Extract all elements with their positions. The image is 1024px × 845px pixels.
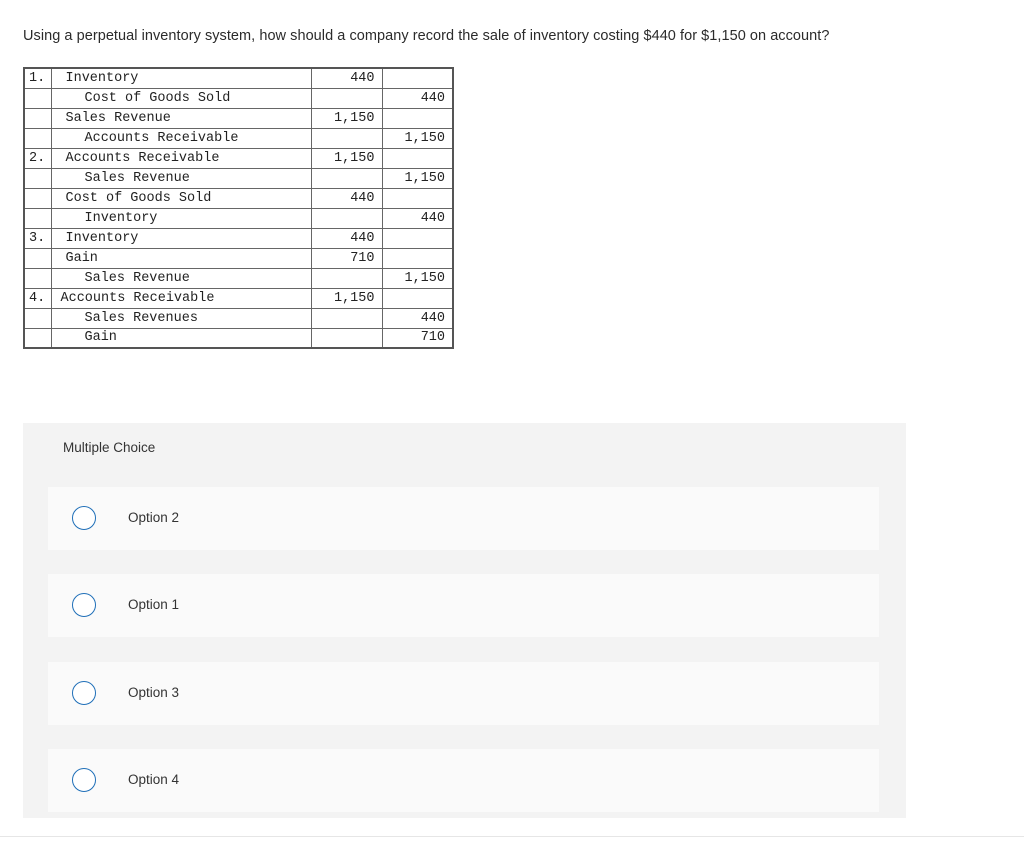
credit-amount: 1,150 [382, 128, 453, 148]
debit-amount [311, 128, 382, 148]
credit-amount [382, 288, 453, 308]
debit-amount [311, 168, 382, 188]
entry-number: 2. [24, 148, 51, 168]
answer-option[interactable] [48, 574, 879, 637]
journal-row [24, 268, 453, 288]
account-name: Sales Revenues [84, 310, 198, 326]
debit-amount: 440 [311, 188, 382, 208]
account-name: Accounts Receivable [60, 290, 215, 306]
entry-number [24, 188, 51, 208]
credit-amount: 1,150 [382, 268, 453, 288]
credit-amount [382, 188, 453, 208]
credit-amount [382, 148, 453, 168]
credit-amount: 440 [382, 308, 453, 328]
entry-number [24, 88, 51, 108]
multiple-choice-panel [23, 423, 906, 818]
entry-number: 4. [24, 288, 51, 308]
answer-option[interactable] [48, 487, 879, 550]
entry-number: 3. [24, 228, 51, 248]
journal-row [24, 328, 453, 348]
journal-row [24, 248, 453, 268]
journal-row [24, 188, 453, 208]
debit-amount [311, 268, 382, 288]
entry-number [24, 208, 51, 228]
account-name: Sales Revenue [65, 110, 171, 126]
answer-option[interactable] [48, 662, 879, 725]
entry-number [24, 168, 51, 188]
journal-entries-table [23, 67, 454, 349]
account-name: Sales Revenue [84, 270, 190, 286]
entry-number [24, 268, 51, 288]
journal-row [24, 68, 453, 88]
entry-number [24, 128, 51, 148]
account-name: Accounts Receivable [84, 130, 239, 146]
credit-amount [382, 248, 453, 268]
account-name: Cost of Goods Sold [65, 190, 212, 206]
option-label: Option 2 [128, 510, 180, 525]
journal-row [24, 128, 453, 148]
journal-row [24, 228, 453, 248]
debit-amount: 1,150 [311, 108, 382, 128]
radio-button-icon[interactable] [72, 506, 96, 530]
account-name: Gain [84, 330, 117, 346]
credit-amount [382, 108, 453, 128]
account-name: Inventory [65, 230, 139, 246]
question-text: Using a perpetual inventory system, how should a company record the sale of inventory costing $440 for $1,150 on account? [23, 28, 830, 44]
radio-button-icon[interactable] [72, 681, 96, 705]
debit-amount: 440 [311, 228, 382, 248]
option-label: Option 1 [128, 597, 180, 612]
account-name: Gain [65, 250, 98, 266]
entry-number [24, 248, 51, 268]
credit-amount [382, 68, 453, 88]
debit-amount: 710 [311, 248, 382, 268]
answer-option[interactable] [48, 749, 879, 812]
journal-row [24, 108, 453, 128]
option-label: Option 3 [128, 685, 180, 700]
option-label: Option 4 [128, 772, 180, 787]
debit-amount: 1,150 [311, 148, 382, 168]
entry-number [24, 108, 51, 128]
account-name: Sales Revenue [84, 170, 190, 186]
credit-amount: 710 [382, 328, 453, 348]
journal-row [24, 148, 453, 168]
journal-row [24, 288, 453, 308]
journal-row [24, 208, 453, 228]
debit-amount: 1,150 [311, 288, 382, 308]
entry-number [24, 308, 51, 328]
radio-button-icon[interactable] [72, 768, 96, 792]
journal-row [24, 308, 453, 328]
entry-number [24, 328, 51, 348]
journal-row [24, 168, 453, 188]
credit-amount: 1,150 [382, 168, 453, 188]
journal-row [24, 88, 453, 108]
account-name: Inventory [84, 210, 158, 226]
account-name: Inventory [65, 70, 139, 86]
multiple-choice-header: Multiple Choice [63, 440, 156, 455]
bottom-divider [0, 836, 1024, 837]
debit-amount [311, 308, 382, 328]
account-name: Cost of Goods Sold [84, 90, 231, 106]
debit-amount [311, 328, 382, 348]
debit-amount [311, 88, 382, 108]
radio-button-icon[interactable] [72, 593, 96, 617]
credit-amount [382, 228, 453, 248]
debit-amount: 440 [311, 68, 382, 88]
entry-number: 1. [24, 68, 51, 88]
credit-amount: 440 [382, 88, 453, 108]
account-name: Accounts Receivable [65, 150, 220, 166]
debit-amount [311, 208, 382, 228]
credit-amount: 440 [382, 208, 453, 228]
